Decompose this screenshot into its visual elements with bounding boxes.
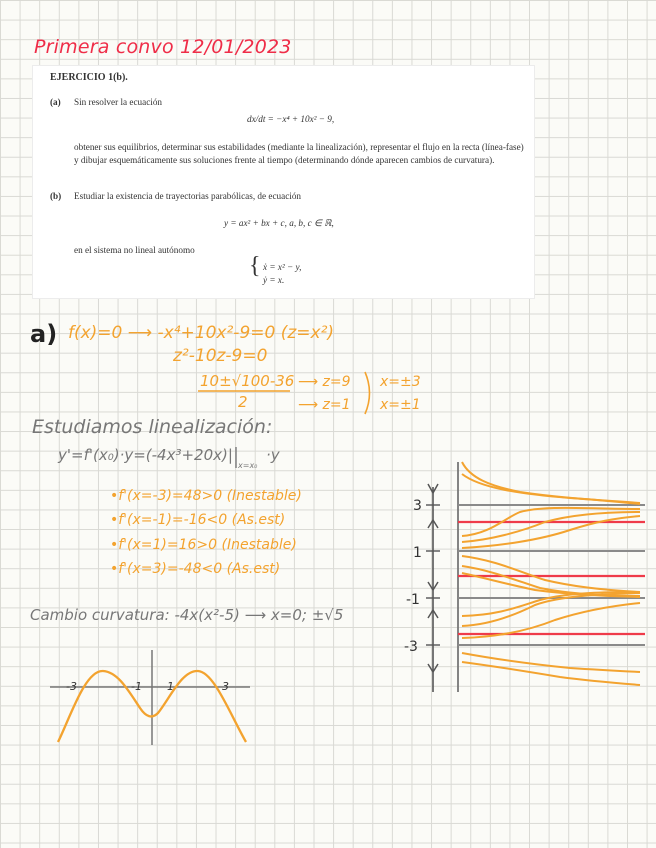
root-z-9: ⟶ z=9: [298, 374, 351, 390]
function-sketch: [50, 650, 250, 745]
solution-curve: [462, 556, 640, 592]
phase-label: -1: [406, 592, 420, 608]
study-equation: y'=f'(x₀)·y=(-4x³+20x)|: [58, 446, 233, 464]
part-a-label: (a): [50, 97, 61, 107]
study-title: Estudiamos linealización:: [32, 416, 273, 438]
part-a-equation: dx/dt = −x⁴ + 10x² − 9,: [247, 114, 335, 124]
phase-line-diagram: [404, 462, 645, 692]
curvature-note: Cambio curvatura: -4x(x²-5) ⟶ x=0; ±√5: [30, 606, 344, 624]
phase-label: 1: [413, 545, 422, 561]
quadratic-numerator: 10±√100-36: [200, 372, 295, 390]
part-a-intro: Sin resolver la ecuación: [74, 97, 163, 107]
exercise-title: EJERCICIO 1(b).: [50, 72, 128, 83]
solution-curve: [462, 603, 640, 638]
sketch-tick: -1: [131, 680, 142, 693]
study-subscript: x=x₀: [238, 461, 258, 470]
phase-label: 3: [413, 498, 422, 514]
part-a-body: obtener sus equilibrios, determinar sus estabilidades (mediante la linealización), representar el flujo en la recta (línea-fase) y dibujar esquemáticamente sus soluciones frente al tiempo (determinando dónde aparecen cambios de curvatura).: [74, 142, 524, 165]
system-line-2: ẏ = x.: [263, 275, 285, 285]
stability-item: •f'(x=-3)=48>0 (Inestable): [110, 488, 302, 504]
solution-x-1: x=±1: [380, 397, 421, 413]
solution-curve: [462, 512, 640, 542]
sketch-tick: 3: [222, 680, 229, 693]
sketch-tick: -3: [66, 680, 77, 693]
phase-label: -3: [404, 639, 418, 655]
system-brace: {: [249, 253, 261, 279]
part-b-intro: Estudiar la existencia de trayectorias parabólicas, de ecuación: [74, 191, 302, 201]
root-z-1: ⟶ z=1: [298, 397, 351, 413]
notes-line-2: z²-10z-9=0: [173, 346, 268, 366]
solution-curve: [462, 474, 640, 504]
quadratic-denominator: 2: [238, 393, 248, 411]
study-end: ·y: [266, 446, 280, 464]
solution-x-3: x=±3: [380, 374, 421, 390]
notes-label: a): [30, 320, 58, 348]
part-b-equation: y = ax² + bx + c, a, b, c ∈ ℝ,: [224, 218, 334, 228]
part-b-system-intro: en el sistema no lineal autónomo: [74, 245, 195, 255]
notes-line-1: f(x)=0 ⟶ -x⁴+10x²-9=0 (z=x²): [68, 323, 335, 343]
part-b-label: (b): [50, 191, 62, 201]
stability-item: •f'(x=3)=-48<0 (As.est): [110, 561, 281, 577]
stability-item: •f'(x=1)=16>0 (Inestable): [110, 537, 297, 553]
page-heading: Primera convo 12/01/2023: [34, 36, 292, 58]
solution-curves: [462, 462, 640, 685]
system-line-1: ẋ = x² − y,: [263, 262, 302, 272]
roots-bracket: [365, 372, 370, 414]
stability-item: •f'(x=-1)=-16<0 (As.est): [110, 512, 286, 528]
solution-curve: [462, 653, 640, 672]
sketch-tick: 1: [167, 680, 174, 693]
